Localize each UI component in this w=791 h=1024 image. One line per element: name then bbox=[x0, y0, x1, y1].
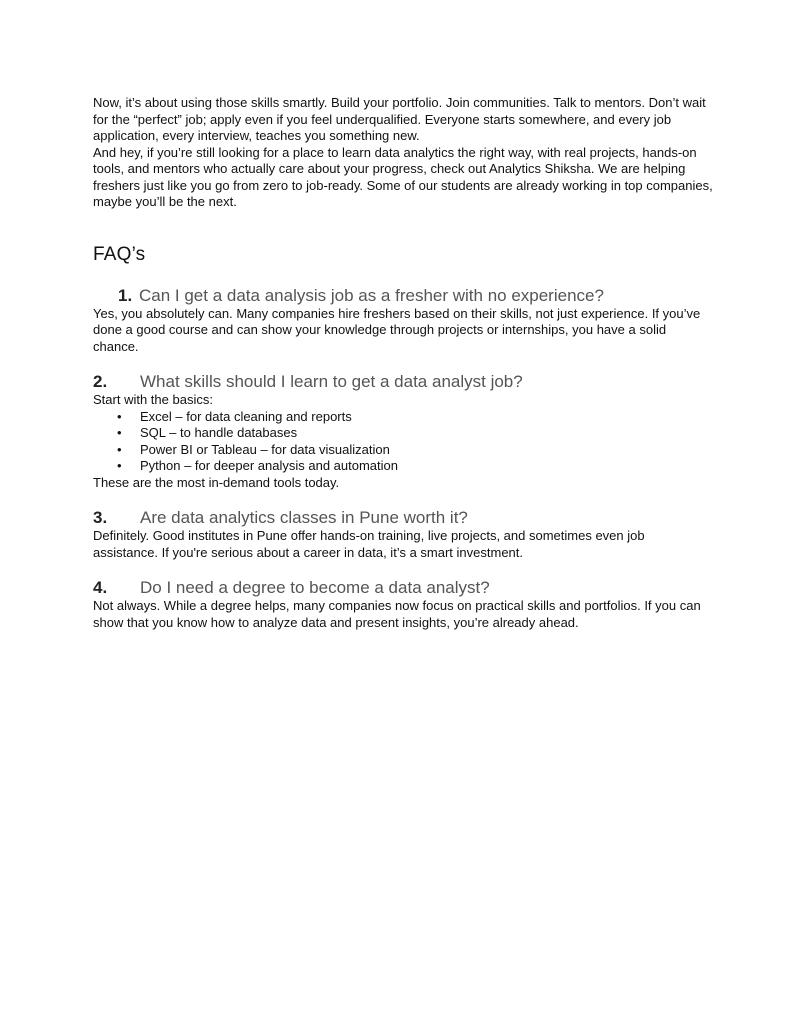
list-item bbox=[93, 409, 713, 426]
faq-number-1: 1. bbox=[118, 285, 133, 305]
faq-number-2: 2. bbox=[93, 372, 108, 391]
skill-text: Power BI or Tableau – for data visualization bbox=[140, 441, 390, 457]
faq-question-text-3: Are data analytics classes in Pune worth it? bbox=[140, 508, 468, 527]
skill-text: Python – for deeper analysis and automation bbox=[140, 458, 399, 473]
faq-question-2 bbox=[93, 372, 713, 392]
list-item bbox=[93, 442, 713, 459]
faq-heading: FAQ’s bbox=[93, 243, 146, 265]
faq-question-3 bbox=[93, 508, 713, 528]
intro-paragraph-2: And hey, if you’re still looking for a place to learn data analytics the right way, with real projects, hands-on tools, and mentors who actually care about your progress, check out Analytics Shiksha. We are helping freshers just like you go from zero to job-ready. Some of our students are already working in top companies, maybe you’ll be the next. bbox=[93, 144, 713, 209]
list-item bbox=[93, 458, 713, 475]
faq-answer-4: Not always. While a degree helps, many companies now focus on practical skills and portfolios. If you can show that you know how to analyze data and present insights, you’re already ahead. bbox=[93, 598, 701, 630]
skill-text: Excel – for data cleaning and reports bbox=[140, 408, 352, 424]
faq-number-3: 3. bbox=[93, 508, 108, 527]
faq-question-4 bbox=[93, 578, 713, 598]
bullet-icon: • bbox=[117, 425, 122, 440]
faq-question-text-1: Can I get a data analysis job as a fresher with no experience? bbox=[139, 285, 604, 305]
faq-number-4: 4. bbox=[93, 578, 108, 597]
faq-question-1 bbox=[93, 286, 713, 306]
document-page bbox=[93, 95, 713, 631]
faq-question-text-4: Do I need a degree to become a data analyst? bbox=[140, 578, 490, 597]
bullet-icon: • bbox=[117, 441, 122, 457]
faq-question-text-2: What skills should I learn to get a data analyst job? bbox=[140, 372, 523, 391]
faq-answer-1: Yes, you absolutely can. Many companies hire freshers based on their skills, not just experience. If you’ve done a good course and can show your knowledge through projects or internships, you have a solid chance. bbox=[93, 305, 701, 354]
bullet-icon: • bbox=[117, 408, 122, 424]
skill-text: SQL – to handle databases bbox=[140, 425, 298, 440]
faq-answer-2-outro: These are the most in-demand tools today. bbox=[93, 474, 340, 490]
faq-answer-2-intro: Start with the basics: bbox=[93, 392, 213, 407]
faq-answer-3: Definitely. Good institutes in Pune offer hands-on training, live projects, and sometimes even job assistance. If you're serious about a career in data, it’s a smart investment. bbox=[93, 528, 645, 560]
intro-paragraph-1: Now, it’s about using those skills smartly. Build your portfolio. Join communities. Talk to mentors. Don’t wait for the “perfect” job; apply even if you feel underqualified. Everyone starts somewhere, and every job application, every interview, teaches you something new. bbox=[93, 95, 706, 143]
list-item bbox=[93, 425, 713, 442]
skills-list bbox=[93, 409, 713, 475]
bullet-icon: • bbox=[117, 458, 122, 473]
